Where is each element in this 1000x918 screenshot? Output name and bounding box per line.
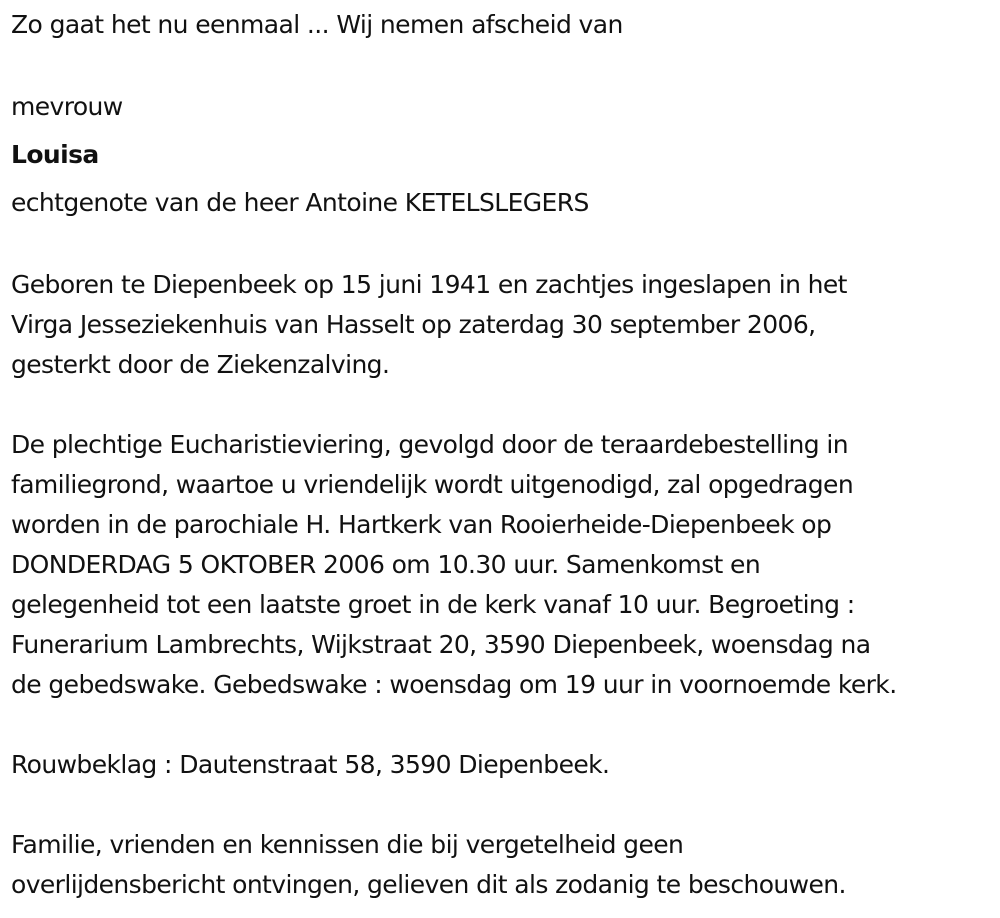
closing-paragraph	[11, 825, 996, 905]
ceremony-line: worden in de parochiale H. Hartkerk van Rooierheide-Diepenbeek op	[11, 510, 832, 539]
closing-line: overlijdensbericht ontvingen, gelieven dit als zodanig te beschouwen.	[11, 870, 846, 899]
deceased-name: Louisa	[11, 140, 99, 169]
spacer	[11, 45, 996, 83]
spacer	[11, 385, 996, 425]
ceremony-line: gelegenheid tot een laatste groet in de kerk vanaf 10 uur. Begroeting :	[11, 590, 855, 619]
birth-line: Virga Jesseziekenhuis van Hasselt op zaterdag 30 september 2006,	[11, 310, 816, 339]
intro-line: Zo gaat het nu eenmaal ... Wij nemen afscheid van	[11, 10, 623, 39]
spouse-line: echtgenote van de heer Antoine KETELSLEGERS	[11, 188, 589, 217]
spacer	[11, 227, 996, 265]
condolence-line: Rouwbeklag : Dautenstraat 58, 3590 Diepenbeek.	[11, 750, 610, 779]
title-line: mevrouw	[11, 92, 123, 121]
ceremony-line: de gebedswake. Gebedswake : woensdag om 19 uur in voornoemde kerk.	[11, 670, 897, 699]
ceremony-paragraph	[11, 425, 996, 705]
spacer	[11, 785, 996, 825]
closing-line: Familie, vrienden en kennissen die bij vergetelheid geen	[11, 830, 684, 859]
birth-line: Geboren te Diepenbeek op 15 juni 1941 en zachtjes ingeslapen in het	[11, 270, 847, 299]
ceremony-line: Funerarium Lambrechts, Wijkstraat 20, 3590 Diepenbeek, woensdag na	[11, 630, 871, 659]
birth-paragraph	[11, 265, 996, 385]
ceremony-line: De plechtige Eucharistieviering, gevolgd door de teraardebestelling in	[11, 430, 848, 459]
obituary-notice	[11, 0, 996, 905]
spacer	[11, 705, 996, 745]
ceremony-line: familiegrond, waartoe u vriendelijk wordt uitgenodigd, zal opgedragen	[11, 470, 854, 499]
ceremony-line: DONDERDAG 5 OKTOBER 2006 om 10.30 uur. Samenkomst en	[11, 550, 761, 579]
birth-line: gesterkt door de Ziekenzalving.	[11, 350, 390, 379]
